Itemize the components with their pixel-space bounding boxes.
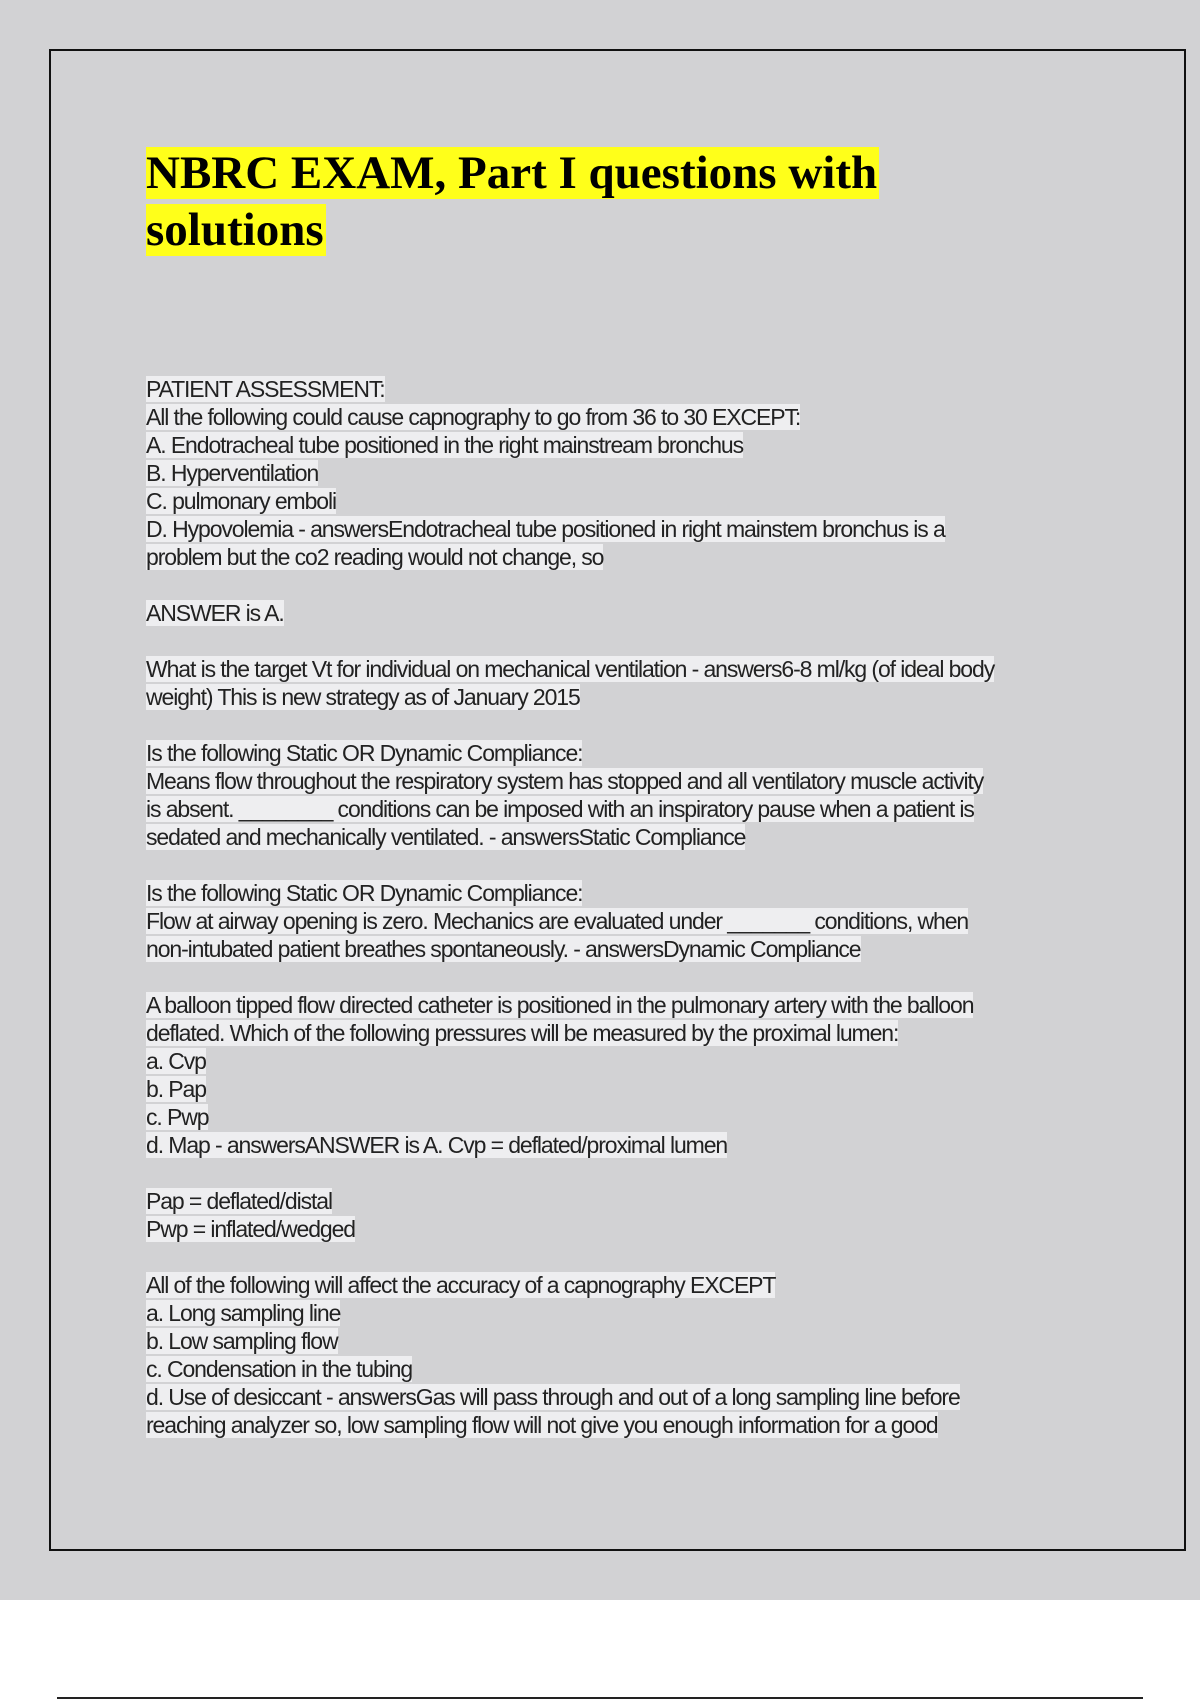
text-line-content: Is the following Static OR Dynamic Compliance: <box>146 880 583 906</box>
title-line: NBRC EXAM, Part I questions with <box>146 147 878 199</box>
text-line-content: Pap = deflated/distal <box>146 1188 332 1214</box>
text-line <box>146 1131 1106 1159</box>
text-line <box>146 767 1106 795</box>
question-block <box>146 1271 1106 1439</box>
text-line <box>146 1299 1106 1327</box>
text-line-content: PATIENT ASSESSMENT: <box>146 376 385 402</box>
text-line-content: d. Map - answersANSWER is A. Cvp = deflated/proximal lumen <box>146 1132 728 1158</box>
text-line-content: Is the following Static OR Dynamic Compliance: <box>146 740 583 766</box>
text-line-content: Flow at airway opening is zero. Mechanics are evaluated under _______ conditions, when <box>146 908 969 934</box>
text-line <box>146 375 1106 403</box>
text-line <box>146 599 1106 627</box>
text-line <box>146 655 1106 683</box>
text-line-content: b. Low sampling flow <box>146 1328 338 1354</box>
document-title <box>146 145 1106 259</box>
text-line-content: a. Long sampling line <box>146 1300 341 1326</box>
text-line-content: weight) This is new strategy as of January 2015 <box>146 684 580 710</box>
text-line <box>146 1019 1106 1047</box>
question-block <box>146 375 1106 571</box>
bottom-rule <box>57 1697 1143 1699</box>
text-line <box>146 1047 1106 1075</box>
text-line-content: ANSWER is A. <box>146 600 284 626</box>
text-line <box>146 739 1106 767</box>
text-line-content: All the following could cause capnography to go from 36 to 30 EXCEPT: <box>146 404 801 430</box>
text-line <box>146 907 1106 935</box>
text-line-content: reaching analyzer so, low sampling flow will not give you enough information for a good <box>146 1412 938 1438</box>
question-list <box>146 375 1106 1439</box>
text-line <box>146 459 1106 487</box>
text-line-content: sedated and mechanically ventilated. - answersStatic Compliance <box>146 824 746 850</box>
text-line <box>146 1215 1106 1243</box>
text-line-content: Pwp = inflated/wedged <box>146 1216 355 1242</box>
question-block <box>146 599 1106 627</box>
text-line <box>146 1355 1106 1383</box>
question-block <box>146 1187 1106 1243</box>
text-line-content: b. Pap <box>146 1076 206 1102</box>
text-line <box>146 1383 1106 1411</box>
text-line-content: A. Endotracheal tube positioned in the right mainstream bronchus <box>146 432 743 458</box>
text-line-content: a. Cvp <box>146 1048 206 1074</box>
text-line <box>146 403 1106 431</box>
text-line-content: All of the following will affect the accuracy of a capnography EXCEPT <box>146 1272 776 1298</box>
text-line-content: d. Use of desiccant - answersGas will pass through and out of a long sampling line before <box>146 1384 960 1410</box>
question-block <box>146 739 1106 851</box>
text-line <box>146 1103 1106 1131</box>
text-line <box>146 823 1106 851</box>
text-line-content: What is the target Vt for individual on mechanical ventilation - answers6-8 ml/kg (of ideal body <box>146 656 995 682</box>
text-line-content: D. Hypovolemia - answersEndotracheal tube positioned in right mainstem bronchus is a <box>146 516 945 542</box>
text-line-content: deflated. Which of the following pressures will be measured by the proximal lumen: <box>146 1020 899 1046</box>
text-line <box>146 543 1106 571</box>
text-line <box>146 683 1106 711</box>
text-line <box>146 487 1106 515</box>
title-line: solutions <box>146 204 324 256</box>
text-line-content: c. Condensation in the tubing <box>146 1356 413 1382</box>
text-line <box>146 1075 1106 1103</box>
question-block <box>146 879 1106 963</box>
text-line <box>146 431 1106 459</box>
text-line-content: C. pulmonary emboli <box>146 488 337 514</box>
text-line <box>146 795 1106 823</box>
text-line-content: is absent. ________ conditions can be imposed with an inspiratory pause when a patient is <box>146 796 974 822</box>
text-line-content: A balloon tipped flow directed catheter is positioned in the pulmonary artery with the balloon <box>146 992 974 1018</box>
text-line <box>146 879 1106 907</box>
document-content <box>146 145 1106 1467</box>
text-line-content: Means flow throughout the respiratory system has stopped and all ventilatory muscle activity <box>146 768 984 794</box>
text-line <box>146 1271 1106 1299</box>
text-line-content: problem but the co2 reading would not change, so <box>146 544 604 570</box>
text-line-content: non-intubated patient breathes spontaneously. - answersDynamic Compliance <box>146 936 861 962</box>
text-line <box>146 991 1106 1019</box>
text-line-content: B. Hyperventilation <box>146 460 319 486</box>
text-line-content: c. Pwp <box>146 1104 209 1130</box>
text-line <box>146 1187 1106 1215</box>
question-block <box>146 991 1106 1159</box>
text-line <box>146 1411 1106 1439</box>
text-line <box>146 1327 1106 1355</box>
text-line <box>146 935 1106 963</box>
text-line <box>146 515 1106 543</box>
question-block <box>146 655 1106 711</box>
